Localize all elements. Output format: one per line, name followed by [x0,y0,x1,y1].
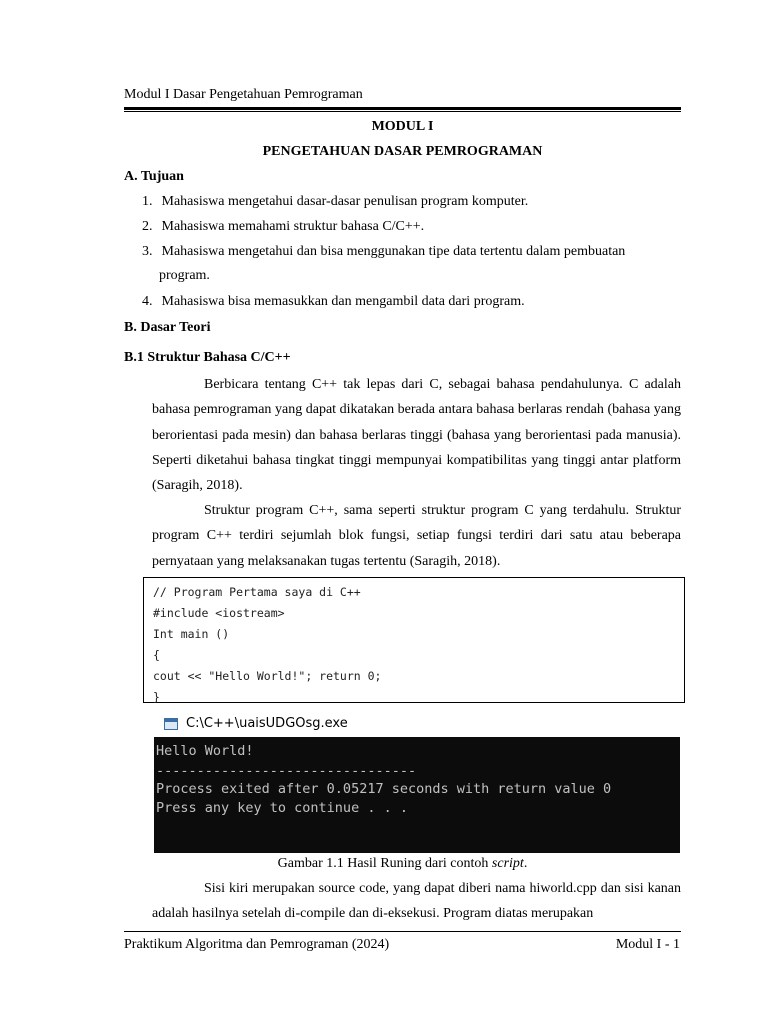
section-a-heading: A. Tujuan [124,169,184,184]
footer-rule [124,931,681,932]
code-line: // Program Pertama saya di C++ [153,585,361,599]
list-text-continuation: program. [159,268,210,283]
code-line: #include <iostream> [153,606,285,620]
list-number: 1. [142,194,153,209]
console-title: C:\C++\uaisUDGOsg.exe [186,716,348,731]
page-number: Modul I - 1 [615,937,680,952]
caption-suffix: . [523,856,528,871]
code-box [143,577,685,703]
list-text: Mahasiswa bisa memasukkan dan mengambil data dari program. [161,294,525,309]
module-subtitle: PENGETAHUAN DASAR PEMROGRAMAN [262,144,543,159]
list-text: Mahasiswa mengetahui dan bisa menggunakan tipe data tertentu dalam pembuatan [161,244,626,259]
console-line: Press any key to continue . . . [156,800,408,816]
console-screenshot [154,711,680,853]
header-rule-thin [124,111,681,112]
list-number: 3. [142,244,153,259]
list-item [142,189,682,214]
console-line: -------------------------------- [156,763,417,779]
paragraph-text: Struktur program C++, sama seperti struktur program C yang terdahulu. Struktur program C++ terdiri sejumlah blok fungsi, setiap fungsi terdiri dari satu atau beberapa pernyataan yang melaksanakan tugas tertentu (Saragih, 2018). [152,503,681,569]
figure-caption [124,856,681,872]
module-title: MODUL I [371,119,434,134]
list-item [142,214,682,239]
caption-text: Gambar 1.1 Hasil Runing dari contoh [277,856,492,871]
running-header: Modul I Dasar Pengetahuan Pemrograman [124,87,363,102]
paragraph [152,372,681,498]
console-titlebar [154,711,680,737]
section-b1-heading: B.1 Struktur Bahasa C/C++ [124,350,291,365]
paragraph [152,498,681,574]
code-line: { [153,648,160,662]
console-line: Process exited after 0.05217 seconds with return value 0 [156,781,612,797]
list-item [142,289,682,314]
code-line: cout << "Hello World!"; return 0; [153,669,382,683]
header-rule-thick [124,107,681,110]
code-line: } [153,690,160,704]
code-line: Int main () [153,627,230,641]
console-window-icon [164,718,178,730]
paragraph-text: Berbicara tentang C++ tak lepas dari C, sebagai bahasa pendahulunya. C adalah bahasa pemrograman yang dapat dikatakan berada antara bahasa berlaras rendah (bahasa yang berorientasi pada mesin) dan bahasa berlaras tinggi (bahasa yang berorientasi pada manusia). Seperti diketahui bahasa tingkat tinggi mempunyai kompatibilitas yang tinggi antar platform (Saragih, 2018). [152,377,681,494]
console-line: Hello World! [156,743,254,759]
list-number: 4. [142,294,153,309]
footer-left: Praktikum Algoritma dan Pemrograman (2024) [124,937,390,952]
caption-italic: script [491,856,524,871]
list-number: 2. [142,219,153,234]
list-text: Mahasiswa memahami struktur bahasa C/C++. [161,219,425,234]
paragraph [152,876,681,927]
list-item [142,239,682,264]
paragraph-text: Sisi kiri merupakan source code, yang dapat diberi nama hiworld.cpp dan sisi kanan adalah hasilnya setelah di-compile dan di-eksekusi. Program diatas merupakan [152,881,681,922]
list-text: Mahasiswa mengetahui dasar-dasar penulisan program komputer. [161,194,529,209]
section-b-heading: B. Dasar Teori [124,320,211,335]
